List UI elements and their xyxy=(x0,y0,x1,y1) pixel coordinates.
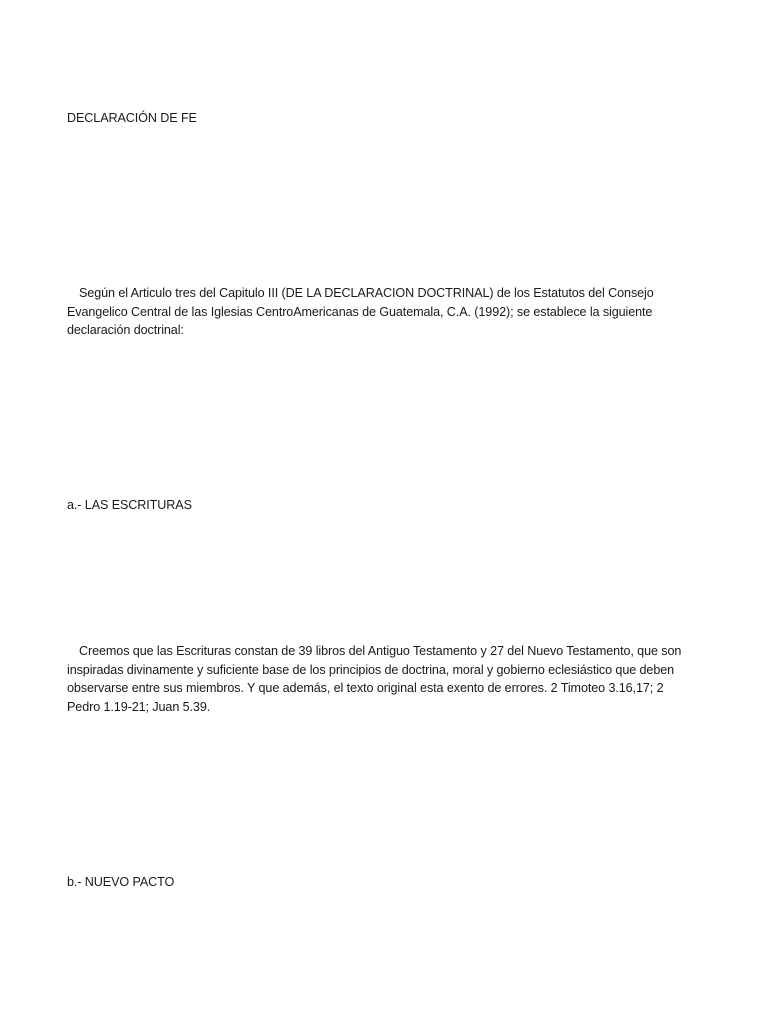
intro-paragraph: Según el Articulo tres del Capitulo III (DE LA DECLARACION DOCTRINAL) de los Estatutos del Consejo Evangelico Central de las Iglesias CentroAmericanas de Guatemala, C.A. (1992); se establece la siguiente declaración doctrinal: xyxy=(67,286,654,338)
document-title: DECLARACIÓN DE FE xyxy=(67,111,197,125)
section-heading-escrituras: a.- LAS ESCRITURAS xyxy=(67,498,192,512)
section-body-escrituras: Creemos que las Escrituras constan de 39 libros del Antiguo Testamento y 27 del Nuevo Testamento, que son inspiradas divinamente y suficiente base de los principios de doctrina, moral y gobierno eclesiástico que deben observarse entre sus miembros. Y que además, el texto original esta exento de errores. 2 Timoteo 3.16,17; 2 Pedro 1.19-21; Juan 5.39. xyxy=(67,644,682,714)
section-heading-nuevo-pacto: b.- NUEVO PACTO xyxy=(67,875,175,889)
